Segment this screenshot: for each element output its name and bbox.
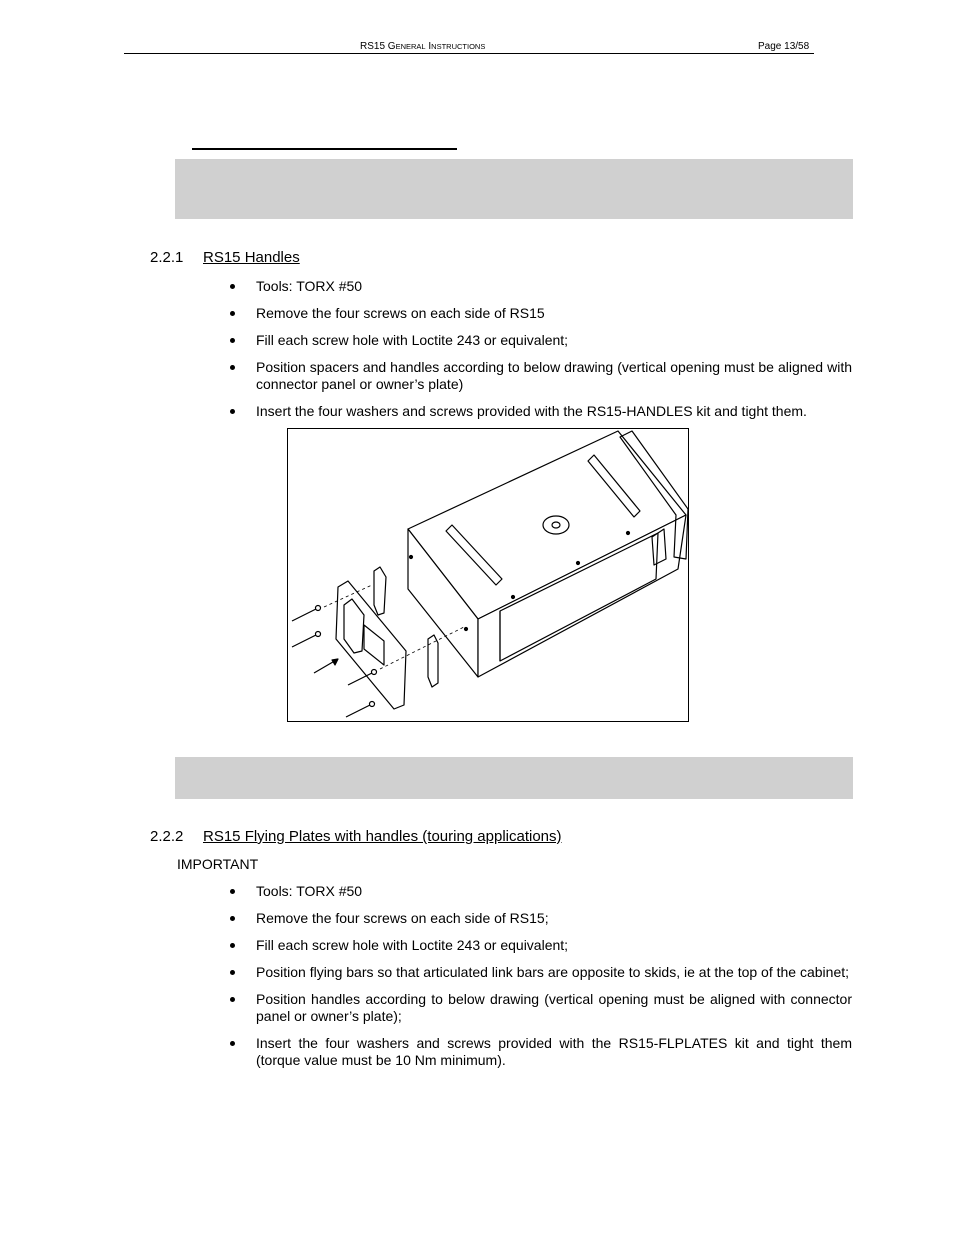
list-item: Insert the four washers and screws provided with the RS15-HANDLES kit and tight them. <box>229 403 852 420</box>
section-heading-handles <box>150 249 300 266</box>
list-item: Position handles according to below drawing (vertical opening must be aligned with connector panel or owner’s plate); <box>229 991 852 1025</box>
exploded-view-diagram <box>288 429 688 721</box>
running-header-title: RS15 GENERAL INSTRUCTIONS <box>360 41 486 52</box>
list-item: Position spacers and handles according to below drawing (vertical opening must be aligned with connector panel or owner’s plate) <box>229 359 852 393</box>
list-item: Position flying bars so that articulated link bars are opposite to skids, ie at the top of the cabinet; <box>229 964 852 981</box>
handles-steps-list <box>229 278 852 430</box>
section-title: RS15 Flying Plates with handles (touring applications) <box>203 828 562 845</box>
page-number: Page 13/58 <box>758 41 810 52</box>
flying-plates-steps-list <box>229 883 852 1079</box>
shaded-banner <box>175 757 853 799</box>
handles-assembly-drawing <box>287 428 689 722</box>
list-item: Tools: TORX #50 <box>229 883 852 900</box>
section-title: RS15 Handles <box>203 249 300 266</box>
list-item: Remove the four screws on each side of RS15; <box>229 910 852 927</box>
header-divider <box>124 53 814 54</box>
section-rule <box>192 148 457 150</box>
list-item: Tools: TORX #50 <box>229 278 852 295</box>
list-item: Fill each screw hole with Loctite 243 or equivalent; <box>229 937 852 954</box>
section-number: 2.2.1 <box>150 249 184 266</box>
list-item: Fill each screw hole with Loctite 243 or equivalent; <box>229 332 852 349</box>
section-heading-flying-plates <box>150 828 562 845</box>
list-item: Remove the four screws on each side of RS15 <box>229 305 852 322</box>
section-number: 2.2.2 <box>150 828 184 845</box>
shaded-banner <box>175 159 853 219</box>
important-note: IMPORTANT <box>177 856 259 872</box>
list-item: Insert the four washers and screws provided with the RS15-FLPLATES kit and tight them (torque value must be 10 Nm minimum). <box>229 1035 852 1069</box>
